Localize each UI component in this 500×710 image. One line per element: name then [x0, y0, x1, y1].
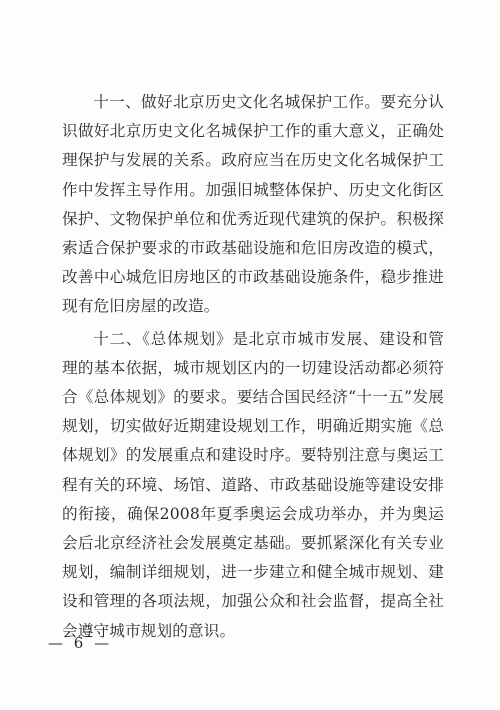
- document-body: [62, 88, 444, 649]
- page-number: — 6 —: [48, 634, 113, 652]
- paragraph-eleven: 十一、做好北京历史文化名城保护工作。要充分认识做好北京历史文化名城保护工作的重大意义，正确处理保护与发展的关系。政府应当在历史文化名城保护工作中发挥主导作用。加强旧城整体保护、历史文化街区保护、文物保护单位和优秀近现代建筑的保护。积极探索适合保护要求的市政基础设施和危旧房改造的模式，改善中心城危旧房地区的市政基础设施条件，稳步推进现有危旧房屋的改造。: [62, 93, 444, 316]
- paragraph-twelve: 十二、《总体规划》是北京市城市发展、建设和管理的基本依据，城市规划区内的一切建设活动都必须符合《总体规划》的要求。要结合国民经济“十一五”发展规划，切实做好近期建设规划工作，明确近期实施《总体规划》的发展重点和建设时序。要特别注意与奥运工程有关的环境、场馆、道路、市政基础设施等建设安排的衔接，确保2008年夏季奥运会成功举办，并为奥运会后北京经济社会发展奠定基础。要抓紧深化有关专业规划，编制详细规划，进一步建立和健全城市规划、建设和管理的各项法规，加强公众和社会监督，提高全社会遵守城市规划的意识。: [62, 329, 444, 640]
